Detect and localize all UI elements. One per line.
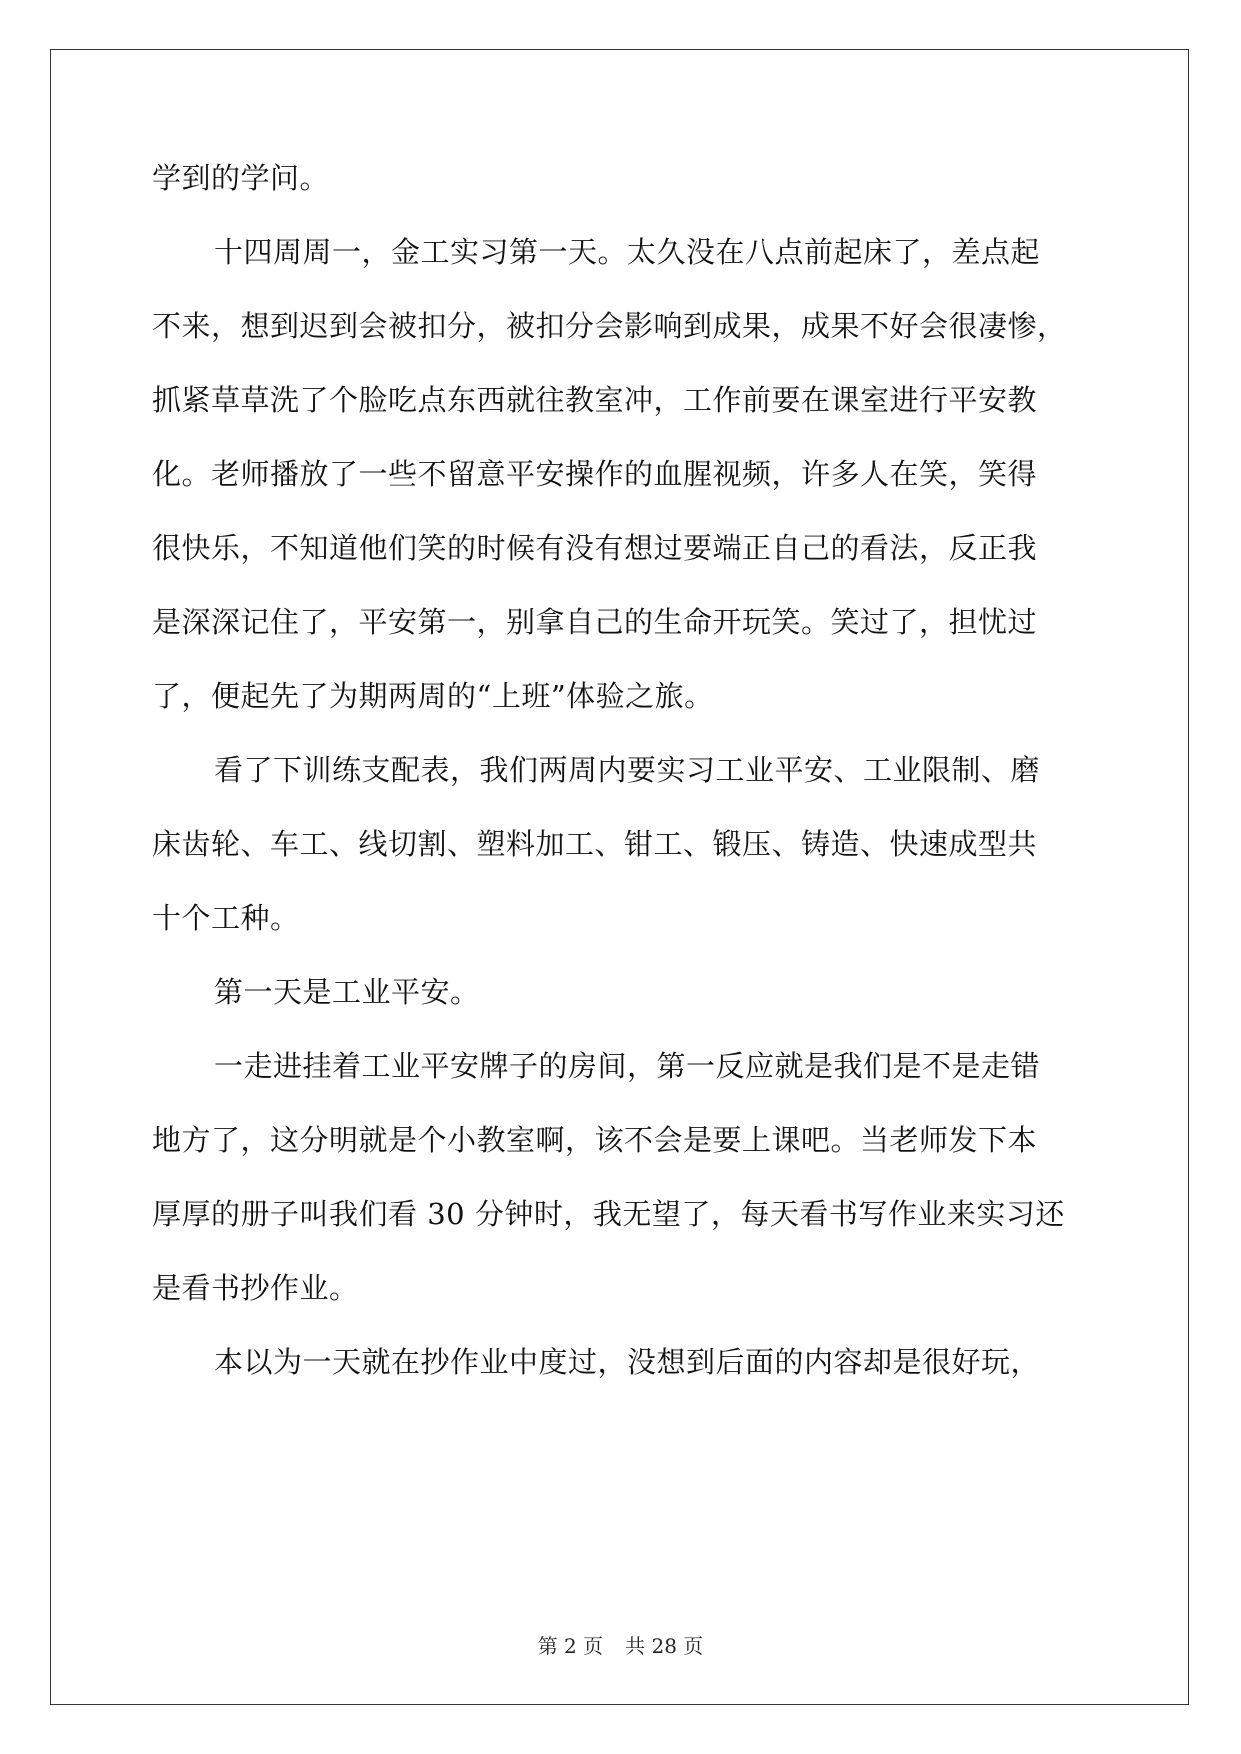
text-line: 化。老师播放了一些不留意平安操作的血腥视频，许多人在笑，笑得 — [152, 457, 1038, 491]
page-footer — [0, 1634, 1241, 1658]
page-total: 共 28 页 — [625, 1634, 704, 1658]
text-line: 不来，想到迟到会被扣分，被扣分会影响到成果，成果不好会很凄惨， — [152, 309, 1067, 343]
text-line: 是深深记住了，平安第一，别拿自己的生命开玩笑。笑过了，担忧过 — [152, 605, 1038, 639]
text-line: 了，便起先了为期两周的“上班”体验之旅。 — [152, 679, 714, 713]
text-line: 抓紧草草洗了个脸吃点东西就往教室冲，工作前要在课室进行平安教 — [152, 383, 1038, 417]
page-border — [50, 49, 1189, 1705]
text-line: 是看书抄作业。 — [152, 1271, 359, 1305]
paragraph-first-line: 本以为一天就在抄作业中度过，没想到后面的内容却是很好玩， — [214, 1345, 1041, 1379]
text-line: 床齿轮、车工、线切割、塑料加工、钳工、锻压、铸造、快速成型共 — [152, 827, 1038, 861]
paragraph-first-line: 一走进挂着工业平安牌子的房间，第一反应就是我们是不是走错 — [214, 1049, 1041, 1083]
text-line: 地方了，这分明就是个小教室啊，该不会是要上课吧。当老师发下本 — [152, 1123, 1038, 1157]
paragraph-first-line: 第一天是工业平安。 — [214, 975, 480, 1009]
text-line: 厚厚的册子叫我们看 30 分钟时，我无望了，每天看书写作业来实习还 — [152, 1197, 1065, 1231]
text-line: 很快乐，不知道他们笑的时候有没有想过要端正自己的看法，反正我 — [152, 531, 1038, 565]
text-line: 学到的学问。 — [152, 161, 330, 195]
paragraph-first-line: 十四周周一，金工实习第一天。太久没在八点前起床了，差点起 — [214, 235, 1041, 269]
text-line: 十个工种。 — [152, 901, 300, 935]
paragraph-first-line: 看了下训练支配表，我们两周内要实习工业平安、工业限制、磨 — [214, 753, 1041, 787]
page-number: 第 2 页 — [537, 1634, 604, 1658]
